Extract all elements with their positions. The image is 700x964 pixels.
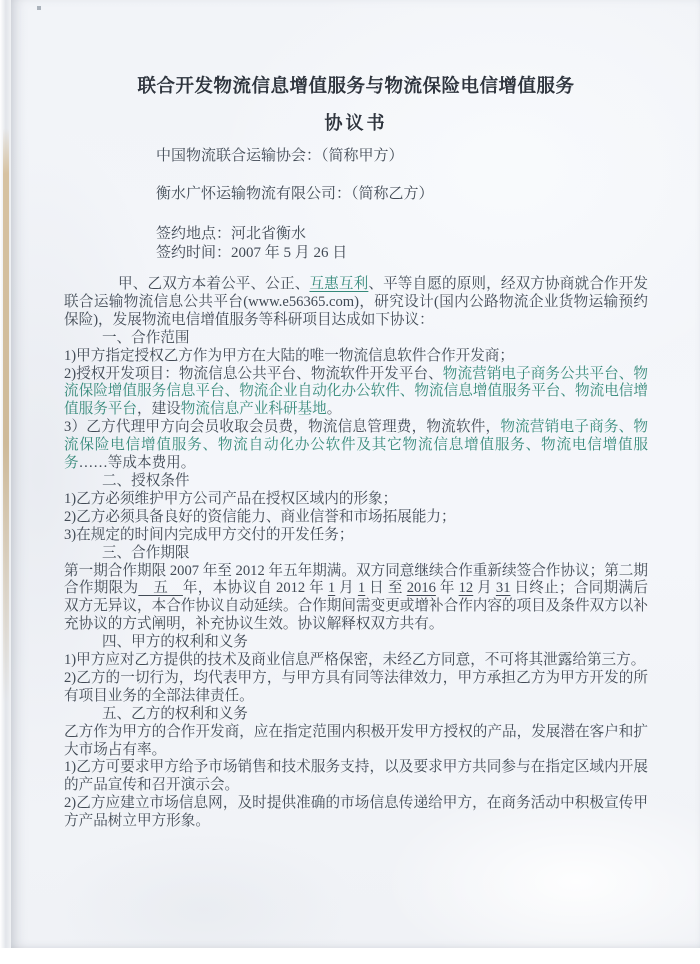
filled-blank: 31 bbox=[495, 580, 511, 597]
text-run: 月 bbox=[473, 580, 496, 597]
section-heading bbox=[64, 545, 648, 563]
document-content bbox=[11, 0, 700, 831]
body-paragraph bbox=[64, 670, 648, 706]
text-run: 甲、乙双方本着公平、公正、 bbox=[118, 276, 310, 292]
highlighted-phrase: 物流营销电子商务公共平台、物流保险增值服务信息平台、物流企业自动化办公软件、物流信息增值服务平台、物流电信增值服务平台 bbox=[64, 365, 648, 418]
body-paragraph bbox=[64, 724, 648, 760]
body-paragraph bbox=[64, 652, 648, 670]
body-paragraph bbox=[64, 366, 648, 420]
text-run: 月 bbox=[335, 580, 358, 597]
text-run: 3）乙方代理甲方向会员收取会员费，物流信息管理费，物流软件， bbox=[64, 419, 501, 436]
paper-sheet bbox=[11, 0, 700, 948]
text-run: 五、乙方的权利和义务 bbox=[101, 705, 248, 722]
text-run: 2)授权开发项目：物流信息公共平台、物流软件开发平台、 bbox=[64, 365, 443, 382]
text-run: 1)乙方可要求甲方给予市场销售和技术服务支持，以及要求甲方共同参与在指定区域内开展的产品宣传和召开演示会。 bbox=[64, 759, 648, 794]
text-run: 2)乙方的一切行为，均代表甲方，与甲方具有同等法律效力，甲方承担乙方为甲方开发的所有项目业务的全部法律责任。 bbox=[64, 669, 648, 704]
text-run: 年，本协议自 2012 年 bbox=[182, 580, 328, 597]
text-run: 日 至 bbox=[365, 580, 407, 597]
text-run: 三、合作期限 bbox=[101, 544, 190, 561]
document-subtitle: 协议书 bbox=[324, 113, 388, 133]
text-run: 年 bbox=[435, 580, 459, 597]
filled-blank: 1 bbox=[327, 580, 336, 597]
text-run: 1)乙方必须维护甲方公司产品在授权区域内的形象； bbox=[64, 490, 398, 507]
text-run: 、平等自愿的原则，经双方协商就合作开发联合运输物流信息公共平台(www.e56365.com)，研究设计(国内公路物流企业货物运输预约保险)，发展物流电信增值服务等科研项目达成如下协议： bbox=[64, 276, 648, 328]
binding-edge-strip bbox=[3, 128, 9, 703]
party-b-line: 衡水广怀运输物流有限公司：（简称乙方） bbox=[156, 186, 434, 202]
section-heading bbox=[64, 330, 648, 348]
text-run: 2)乙方必须具备良好的资信能力、商业信誉和市场拓展能力； bbox=[64, 508, 456, 525]
body-paragraph bbox=[64, 348, 648, 366]
text-run: 3)在规定的时间内完成甲方交付的开发任务； bbox=[64, 526, 354, 543]
body-paragraph bbox=[64, 419, 648, 473]
text-run: ……等成本费用。 bbox=[78, 455, 196, 472]
document-title: 联合开发物流信息增值服务与物流保险电信增值服务 bbox=[137, 77, 575, 97]
section-heading bbox=[64, 473, 648, 491]
text-run: 二、授权条件 bbox=[101, 472, 190, 489]
text-run: 四、甲方的权利和义务 bbox=[101, 634, 248, 651]
text-run: 。 bbox=[326, 401, 342, 418]
sign-time-line: 签约时间：2007 年 5 月 26 日 bbox=[156, 244, 348, 261]
body-paragraph bbox=[64, 795, 648, 831]
text-run: 一、合作范围 bbox=[101, 329, 190, 346]
highlighted-phrase: 互惠互利 bbox=[309, 276, 369, 292]
text-run: ，建设 bbox=[136, 401, 181, 418]
filled-blank: 12 bbox=[458, 580, 474, 597]
body-paragraph bbox=[64, 759, 648, 795]
body-paragraph bbox=[64, 491, 648, 509]
body-paragraph bbox=[64, 509, 648, 527]
text-run: 日终止；合同期满后双方无异议，本合作协议自动延续。合作期间需变更或增补合作内容的项目及条件双方以补充协议的方式阐明，补充协议生效。协议解释权双方共有。 bbox=[64, 580, 648, 633]
highlighted-phrase: 物流营销电子商务、物流保险电信增值服务、物流自动化办公软件及其它物流信息增值服务、物流电信增值服务 bbox=[64, 419, 648, 472]
filled-blank: 1 bbox=[357, 580, 366, 597]
text-run: 2)乙方应建立市场信息网，及时提供准确的市场信息传递给甲方，在商务活动中积极宣传甲方产品树立甲方形象。 bbox=[64, 795, 648, 830]
text-run: 第一期合作期限 2007 年至 2012 年五年期满。双方同意继续合作重新续签合作协议；第二期合作期限为 bbox=[64, 562, 648, 597]
body-paragraph bbox=[64, 276, 648, 330]
filled-blank: 五 bbox=[138, 580, 183, 597]
section-heading bbox=[64, 634, 648, 652]
body-paragraph bbox=[64, 527, 648, 545]
sign-place-line: 签约地点：河北省衡水 bbox=[156, 226, 307, 242]
party-a-line: 中国物流联合运输协会：（简称甲方） bbox=[156, 148, 404, 164]
highlighted-phrase: 物流信息产业科研基地 bbox=[180, 401, 327, 418]
body-paragraph bbox=[64, 563, 648, 635]
filled-blank: 2016 bbox=[406, 580, 436, 597]
document-body bbox=[64, 276, 648, 831]
text-run: 1)甲方指定授权乙方作为甲方在大陆的唯一物流信息软件合作开发商； bbox=[64, 347, 514, 364]
section-heading bbox=[64, 706, 648, 724]
text-run: 乙方作为甲方的合作开发商，应在指定范围内积极开发甲方授权的产品，发展潜在客户和扩大市场占有率。 bbox=[64, 723, 648, 758]
text-run: 1)甲方应对乙方提供的技术及商业信息严格保密，未经乙方同意，不可将其泄露给第三方。 bbox=[64, 652, 646, 669]
